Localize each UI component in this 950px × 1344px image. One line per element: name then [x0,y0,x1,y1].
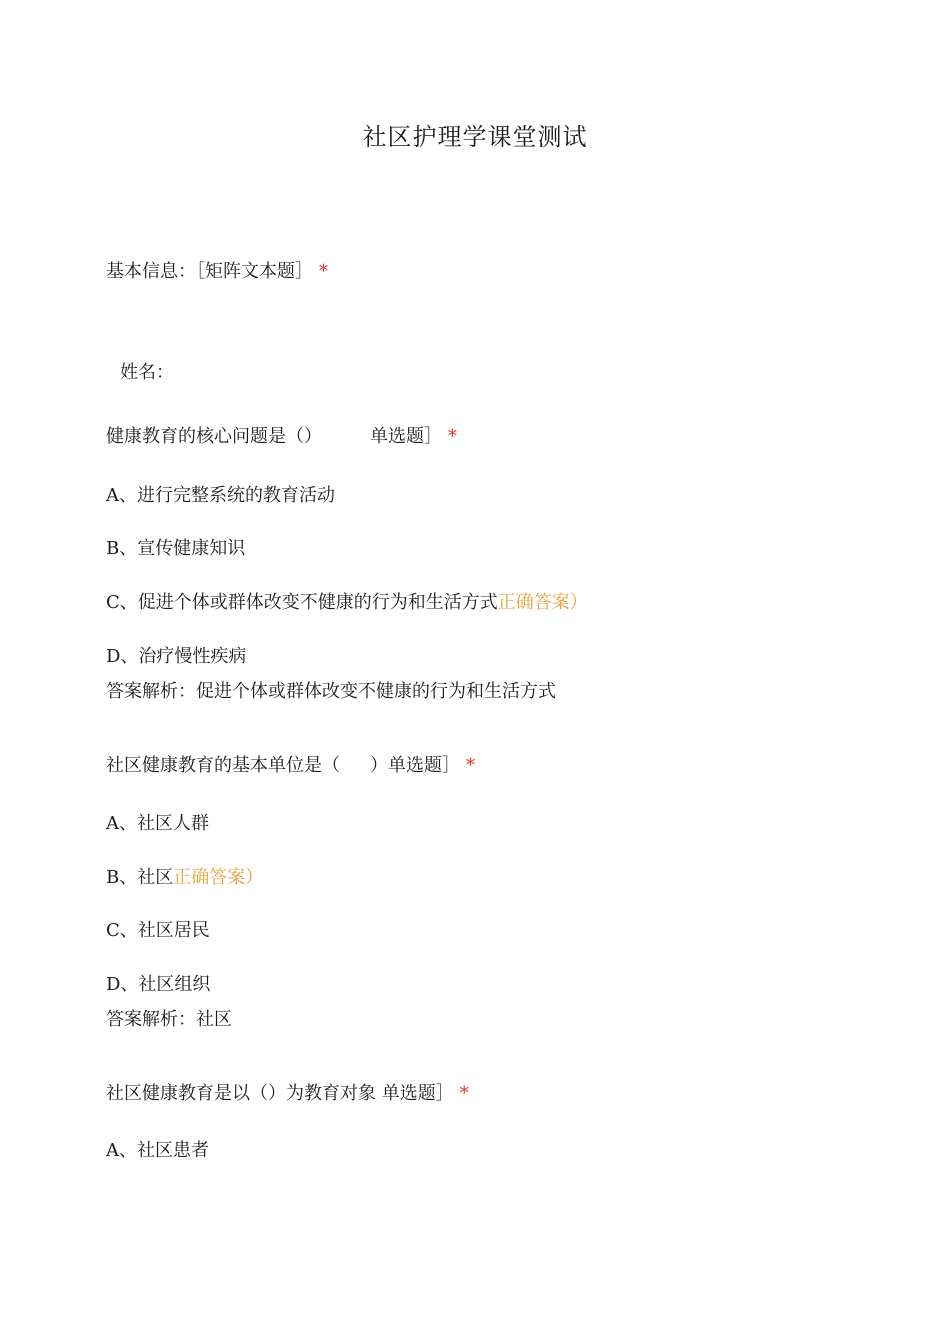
correct-answer-tag: 正确答案） [173,867,264,888]
required-mark: * [319,261,328,282]
question-1-stem [106,425,457,449]
correct-answer-tag: 正确答案） [497,592,588,613]
question-3-stem [106,1082,469,1106]
question-1-option-c[interactable] [106,591,588,615]
question-2-option-b[interactable] [106,866,263,890]
name-field-label: 姓名： [120,362,174,383]
question-3-stem-text: 社区健康教育是以（）为教育对象 单选题］ [106,1083,454,1104]
question-1-option-d[interactable]: D、治疗慢性疾病 [106,646,247,667]
question-2-option-d[interactable]: D、社区组织 [106,974,211,995]
required-mark: * [466,755,475,776]
question-2-analysis: 答案解析：社区 [106,1009,232,1030]
question-1-option-a[interactable]: A、进行完整系统的教育活动 [106,485,335,506]
question-1-stem-text: 健康教育的核心问题是（） [106,426,322,447]
question-2-option-a[interactable]: A、社区人群 [106,813,209,834]
question-1-option-b[interactable]: B、宣传健康知识 [106,538,246,559]
question-3-option-a[interactable]: A、社区患者 [106,1140,209,1161]
basic-info-label: 基本信息：［矩阵文本题］ [106,261,313,282]
option-text: B、社区 [106,867,174,888]
question-1-analysis: 答案解析：促进个体或群体改变不健康的行为和生活方式 [106,681,556,702]
option-text: C、促进个体或群体改变不健康的行为和生活方式 [106,592,498,613]
basic-info-heading [106,260,328,284]
question-2-type: ）单选题］ [370,755,460,776]
page-title: 社区护理学课堂测试 [362,123,588,151]
question-2-stem [106,754,475,778]
required-mark: * [459,1083,469,1104]
question-1-type: 单选题］ [370,426,442,447]
required-mark: * [448,426,457,447]
question-2-stem-text: 社区健康教育的基本单位是（ [106,755,340,776]
question-2-option-c[interactable]: C、社区居民 [106,920,210,941]
